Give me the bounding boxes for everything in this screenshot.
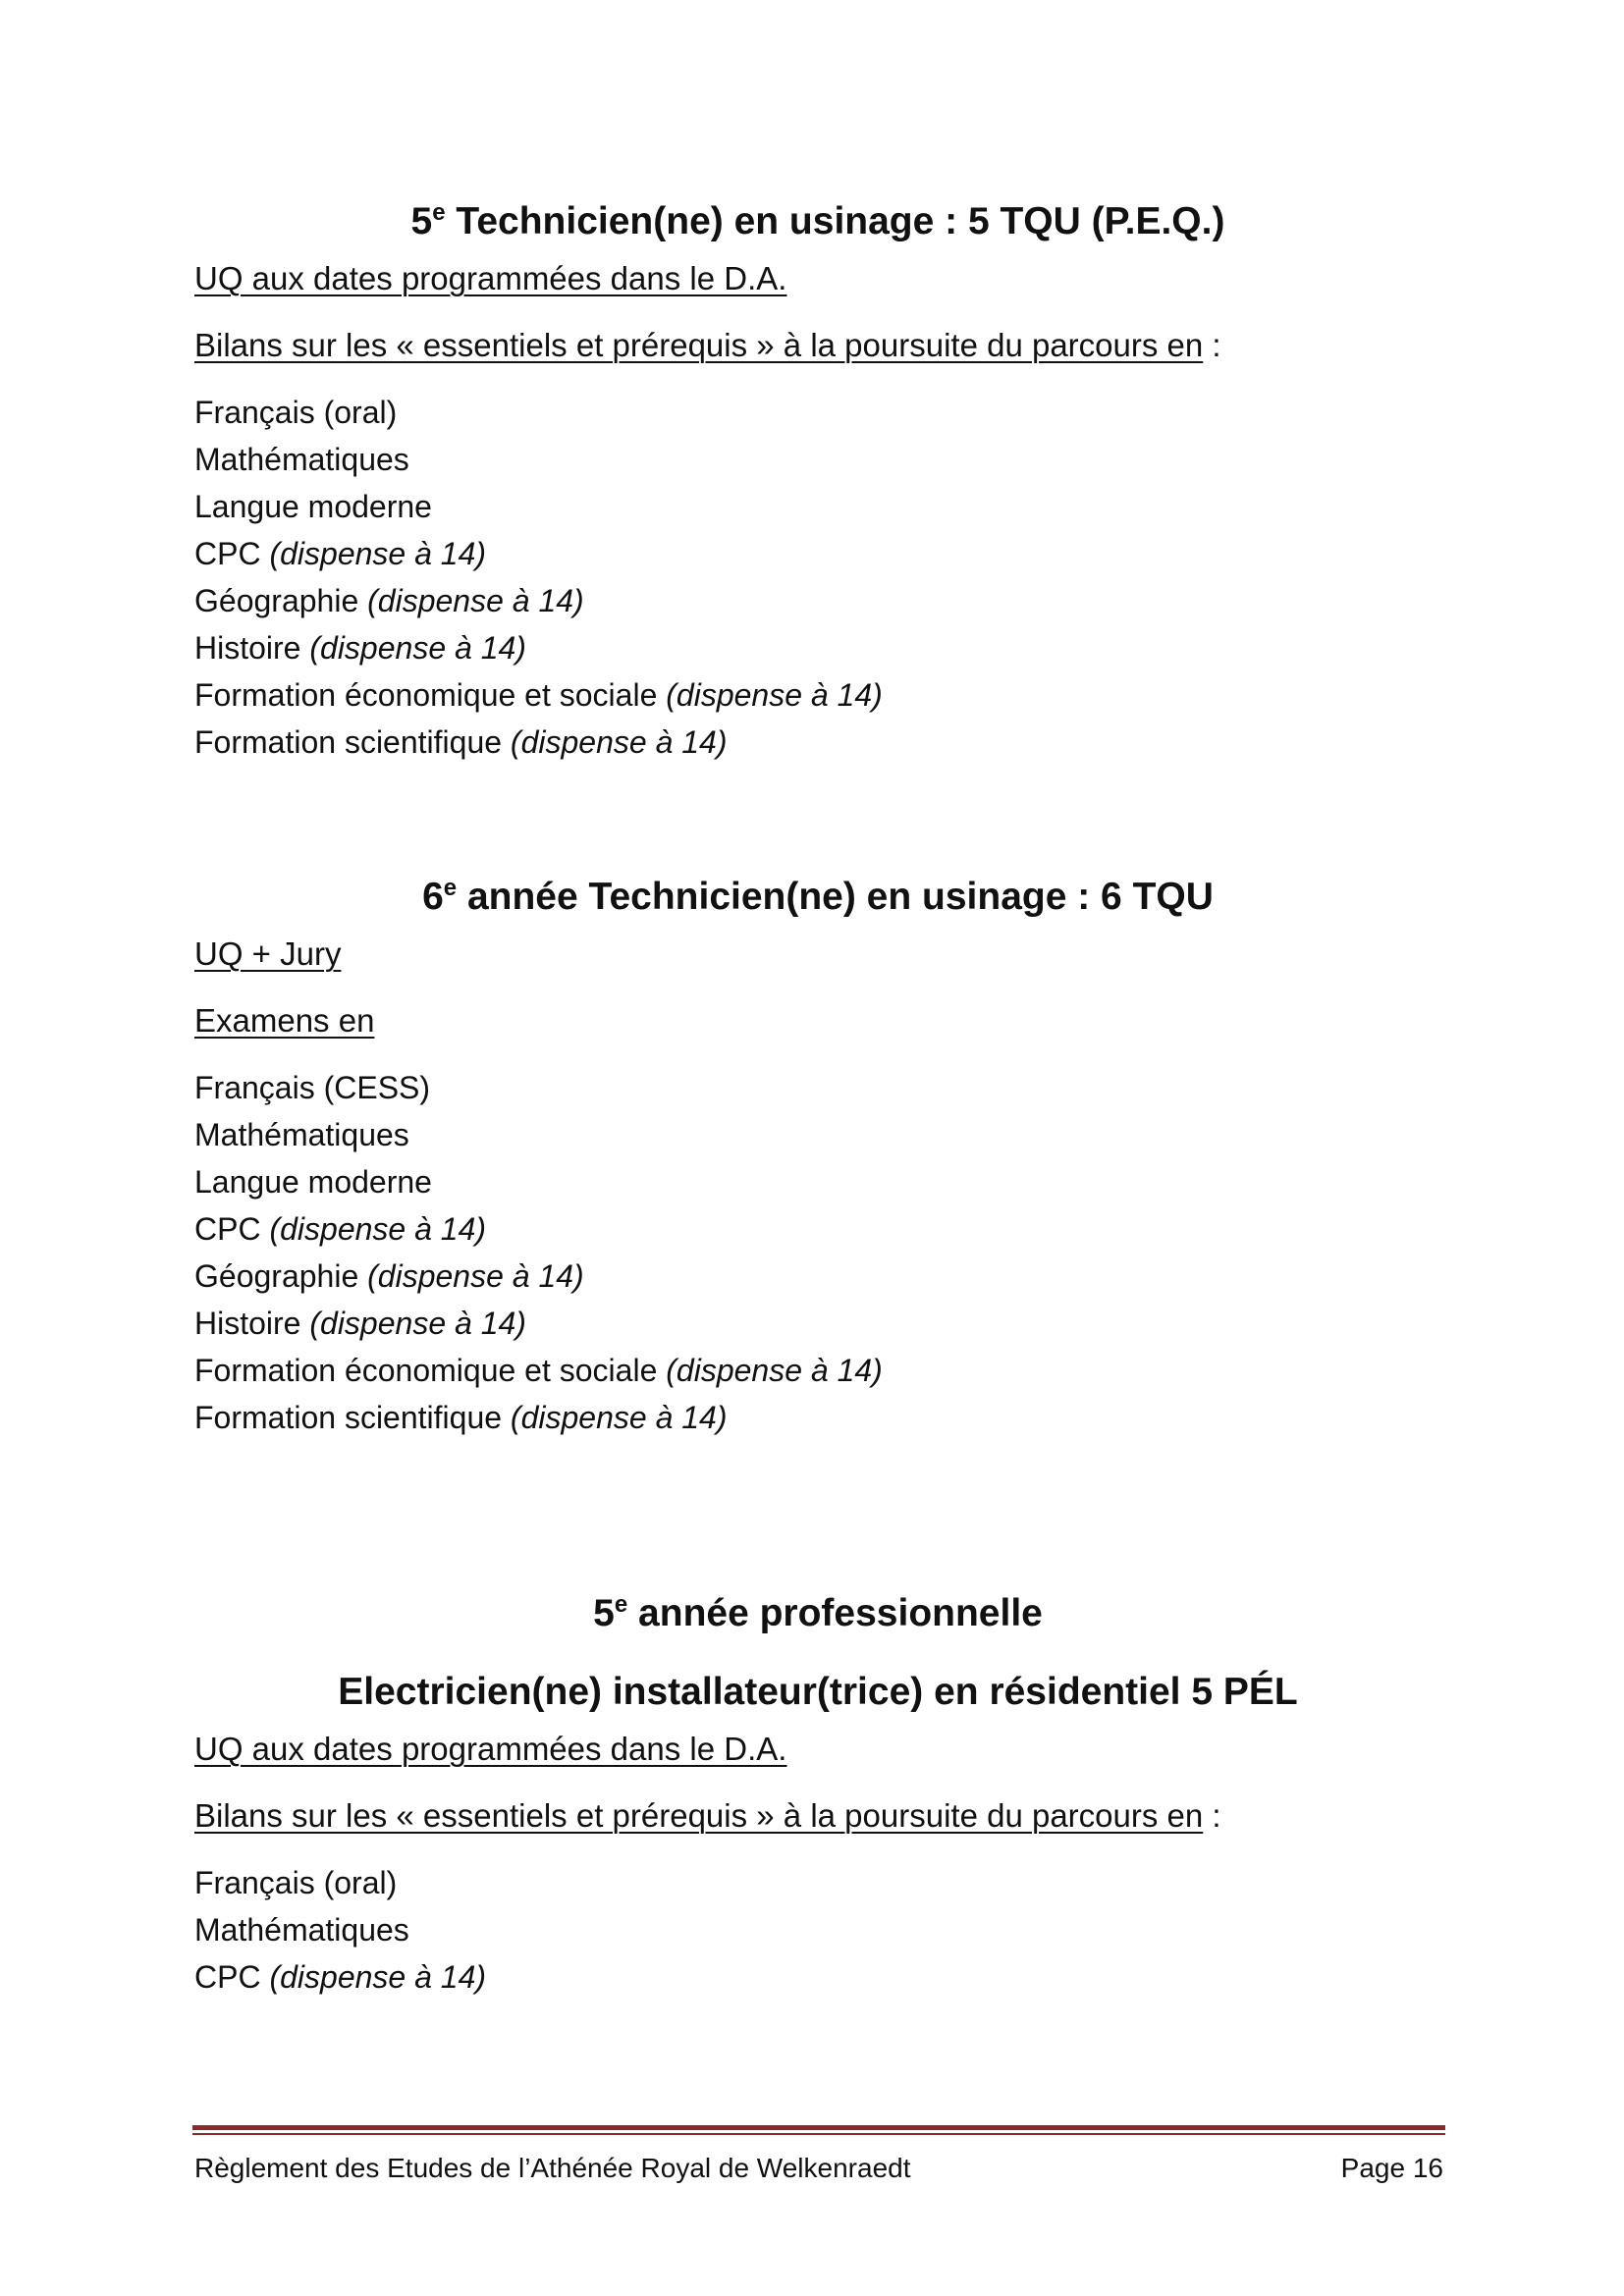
list-item: Français (oral) bbox=[194, 1865, 398, 1900]
section-heading: 5e année professionnelle bbox=[593, 1591, 1043, 1634]
footer-rule-thin bbox=[192, 2133, 1445, 2135]
list-item: Français (CESS) bbox=[194, 1070, 431, 1105]
subject-list bbox=[194, 389, 1441, 766]
list-item: CPC (dispense à 14) bbox=[194, 536, 487, 571]
list-item: Français (oral) bbox=[194, 395, 398, 430]
list-item: CPC (dispense à 14) bbox=[194, 1959, 487, 1995]
section-5pel bbox=[194, 1588, 1441, 2001]
list-item: CPC (dispense à 14) bbox=[194, 1211, 487, 1247]
footer-row bbox=[192, 2149, 1445, 2188]
list-item: Formation économique et sociale (dispense à 14) bbox=[194, 677, 883, 713]
assessment-intro-line: Bilans sur les « essentiels et prérequis » à la poursuite du parcours en : bbox=[194, 1797, 1221, 1834]
list-item: Formation scientifique (dispense à 14) bbox=[194, 1400, 728, 1435]
assessment-intro-line: Bilans sur les « essentiels et prérequis » à la poursuite du parcours en : bbox=[194, 327, 1221, 363]
subject-list bbox=[194, 1859, 1441, 2001]
list-item: Géographie (dispense à 14) bbox=[194, 1258, 584, 1294]
assessment-intro-line: Examens en bbox=[194, 1002, 375, 1039]
section-5tqu bbox=[194, 196, 1441, 766]
evaluation-line: UQ aux dates programmées dans le D.A. bbox=[194, 260, 787, 296]
list-item: Mathématiques bbox=[194, 1912, 409, 1948]
evaluation-line: UQ aux dates programmées dans le D.A. bbox=[194, 1731, 787, 1767]
list-item: Formation économique et sociale (dispense à 14) bbox=[194, 1353, 883, 1388]
page-footer bbox=[192, 2125, 1445, 2188]
section-heading: 5e Technicien(ne) en usinage : 5 TQU (P.E.Q.) bbox=[410, 199, 1225, 242]
section-subheading: Electricien(ne) installateur(trice) en résidentiel 5 PÉL bbox=[338, 1671, 1298, 1713]
subject-list bbox=[194, 1064, 1441, 1441]
list-item: Mathématiques bbox=[194, 442, 409, 477]
list-item: Histoire (dispense à 14) bbox=[194, 630, 526, 666]
footer-rule bbox=[192, 2125, 1445, 2130]
section-6tqu bbox=[194, 872, 1441, 1441]
evaluation-line: UQ + Jury bbox=[194, 935, 342, 972]
footer-document-title: Règlement des Etudes de l’Athénée Royal de Welkenraedt bbox=[194, 2153, 911, 2183]
section-heading: 6e année Technicien(ne) en usinage : 6 TQU bbox=[422, 875, 1214, 918]
page-content bbox=[194, 196, 1441, 2001]
list-item: Géographie (dispense à 14) bbox=[194, 583, 584, 618]
list-item: Histoire (dispense à 14) bbox=[194, 1306, 526, 1341]
list-item: Mathématiques bbox=[194, 1117, 409, 1152]
page-number: Page 16 bbox=[1340, 2153, 1443, 2183]
list-item: Formation scientifique (dispense à 14) bbox=[194, 724, 728, 760]
list-item: Langue moderne bbox=[194, 489, 432, 524]
list-item: Langue moderne bbox=[194, 1164, 432, 1200]
